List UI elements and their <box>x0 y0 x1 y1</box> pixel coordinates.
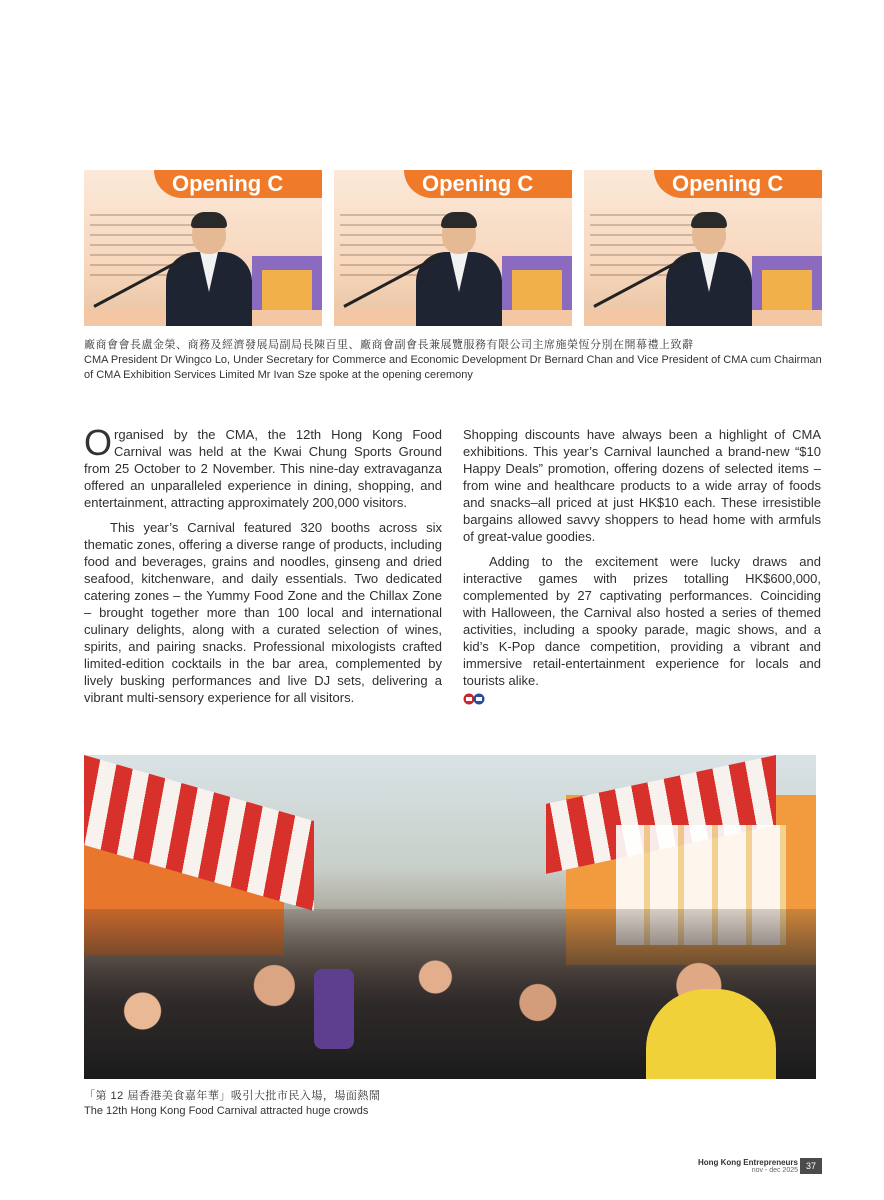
page-footer <box>692 1158 822 1176</box>
speaker-figure <box>666 214 752 326</box>
article-column-left <box>84 422 442 714</box>
drop-cap: O <box>84 422 113 463</box>
opening-banner: Opening C <box>654 170 822 198</box>
page-number: 37 <box>800 1158 822 1174</box>
speaker-photo-3 <box>584 170 822 326</box>
bottom-photo-caption <box>84 1089 824 1119</box>
caption-english: CMA President Dr Wingco Lo, Under Secretary for Commerce and Economic Development Dr Bernard Chan and Vice President of CMA cum Chairman of CMA Exhibition Services Limited Mr Ivan Sze spoke at the opening ceremony <box>84 354 822 381</box>
caption-chinese: 「第 12 屆香港美食嘉年華」吸引大批市民入場，場面熱鬧 <box>84 1090 381 1102</box>
end-of-article-icon <box>463 693 485 705</box>
opening-banner: Opening C <box>404 170 572 198</box>
caption-english: The 12th Hong Kong Food Carnival attracted huge crowds <box>84 1105 369 1117</box>
speaker-photo-row <box>84 170 822 326</box>
speaker-photo-1 <box>84 170 322 326</box>
speaker-photo-2 <box>334 170 572 326</box>
speaker-figure <box>166 214 252 326</box>
caption-chinese: 廠商會會長盧金榮、商務及經濟發展局副局長陳百里、廠商會副會長兼展覽服務有限公司主席施榮恆分別在開幕禮上致辭 <box>84 339 694 351</box>
article-paragraph-4: Adding to the excitement were lucky draws and interactive games with prizes totalling HK$600,000, complemented by 27 captivating performances. Coinciding with Halloween, the Carnival also hosted a series of themed activities, including a spooky parade, magic shows, and a kid’s K-Pop dance competition, providing a vibrant and immersive retail-entertainment experience for locals and tourists alike. <box>463 553 821 706</box>
top-photo-caption <box>84 338 824 383</box>
carnival-crowd-photo <box>84 755 816 1079</box>
speaker-figure <box>416 214 502 326</box>
article-column-right <box>463 426 821 714</box>
opening-banner: Opening C <box>154 170 322 198</box>
article-paragraph-3: Shopping discounts have always been a highlight of CMA exhibitions. This year’s Carnival launched a brand-new “$10 Happy Deals” promotion, offering dozens of selected items – from wine and healthcare products to a wide array of foods and snacks–all priced at just HK$10 each. These irresistible bargains allowed savvy shoppers to head home with armfuls of great-value goodies. <box>463 427 821 544</box>
article-paragraph-1: Organised by the CMA, the 12th Hong Kong Food Carnival was held at the Kwai Chung Sports Ground from 25 October to 2 November. This nine-day extravaganza offered an unparalleled experience in dining, shopping, and entertainment, attracting approximately 200,000 visitors. <box>84 422 442 510</box>
article-paragraph-2: This year’s Carnival featured 320 booths across six thematic zones, offering a diverse range of products, including food and beverages, grains and noodles, ginseng and dried seafood, kitchenware, and daily essentials. Two dedicated catering zones – the Yummy Food Zone and the Chillax Zone – brought together more than 100 local and international culinary delights, along with a curated selection of wines, spirits, and pairing snacks. Professional mixologists crafted limited-edition cocktails in the bar area, complemented by lively busking performances and live DJ sets, delivering a vibrant multi-sensory experience for all visitors. <box>84 520 442 705</box>
magazine-name: Hong Kong Entrepreneurs <box>697 1158 798 1167</box>
issue-date: nov - dec 2025 <box>751 1167 798 1174</box>
